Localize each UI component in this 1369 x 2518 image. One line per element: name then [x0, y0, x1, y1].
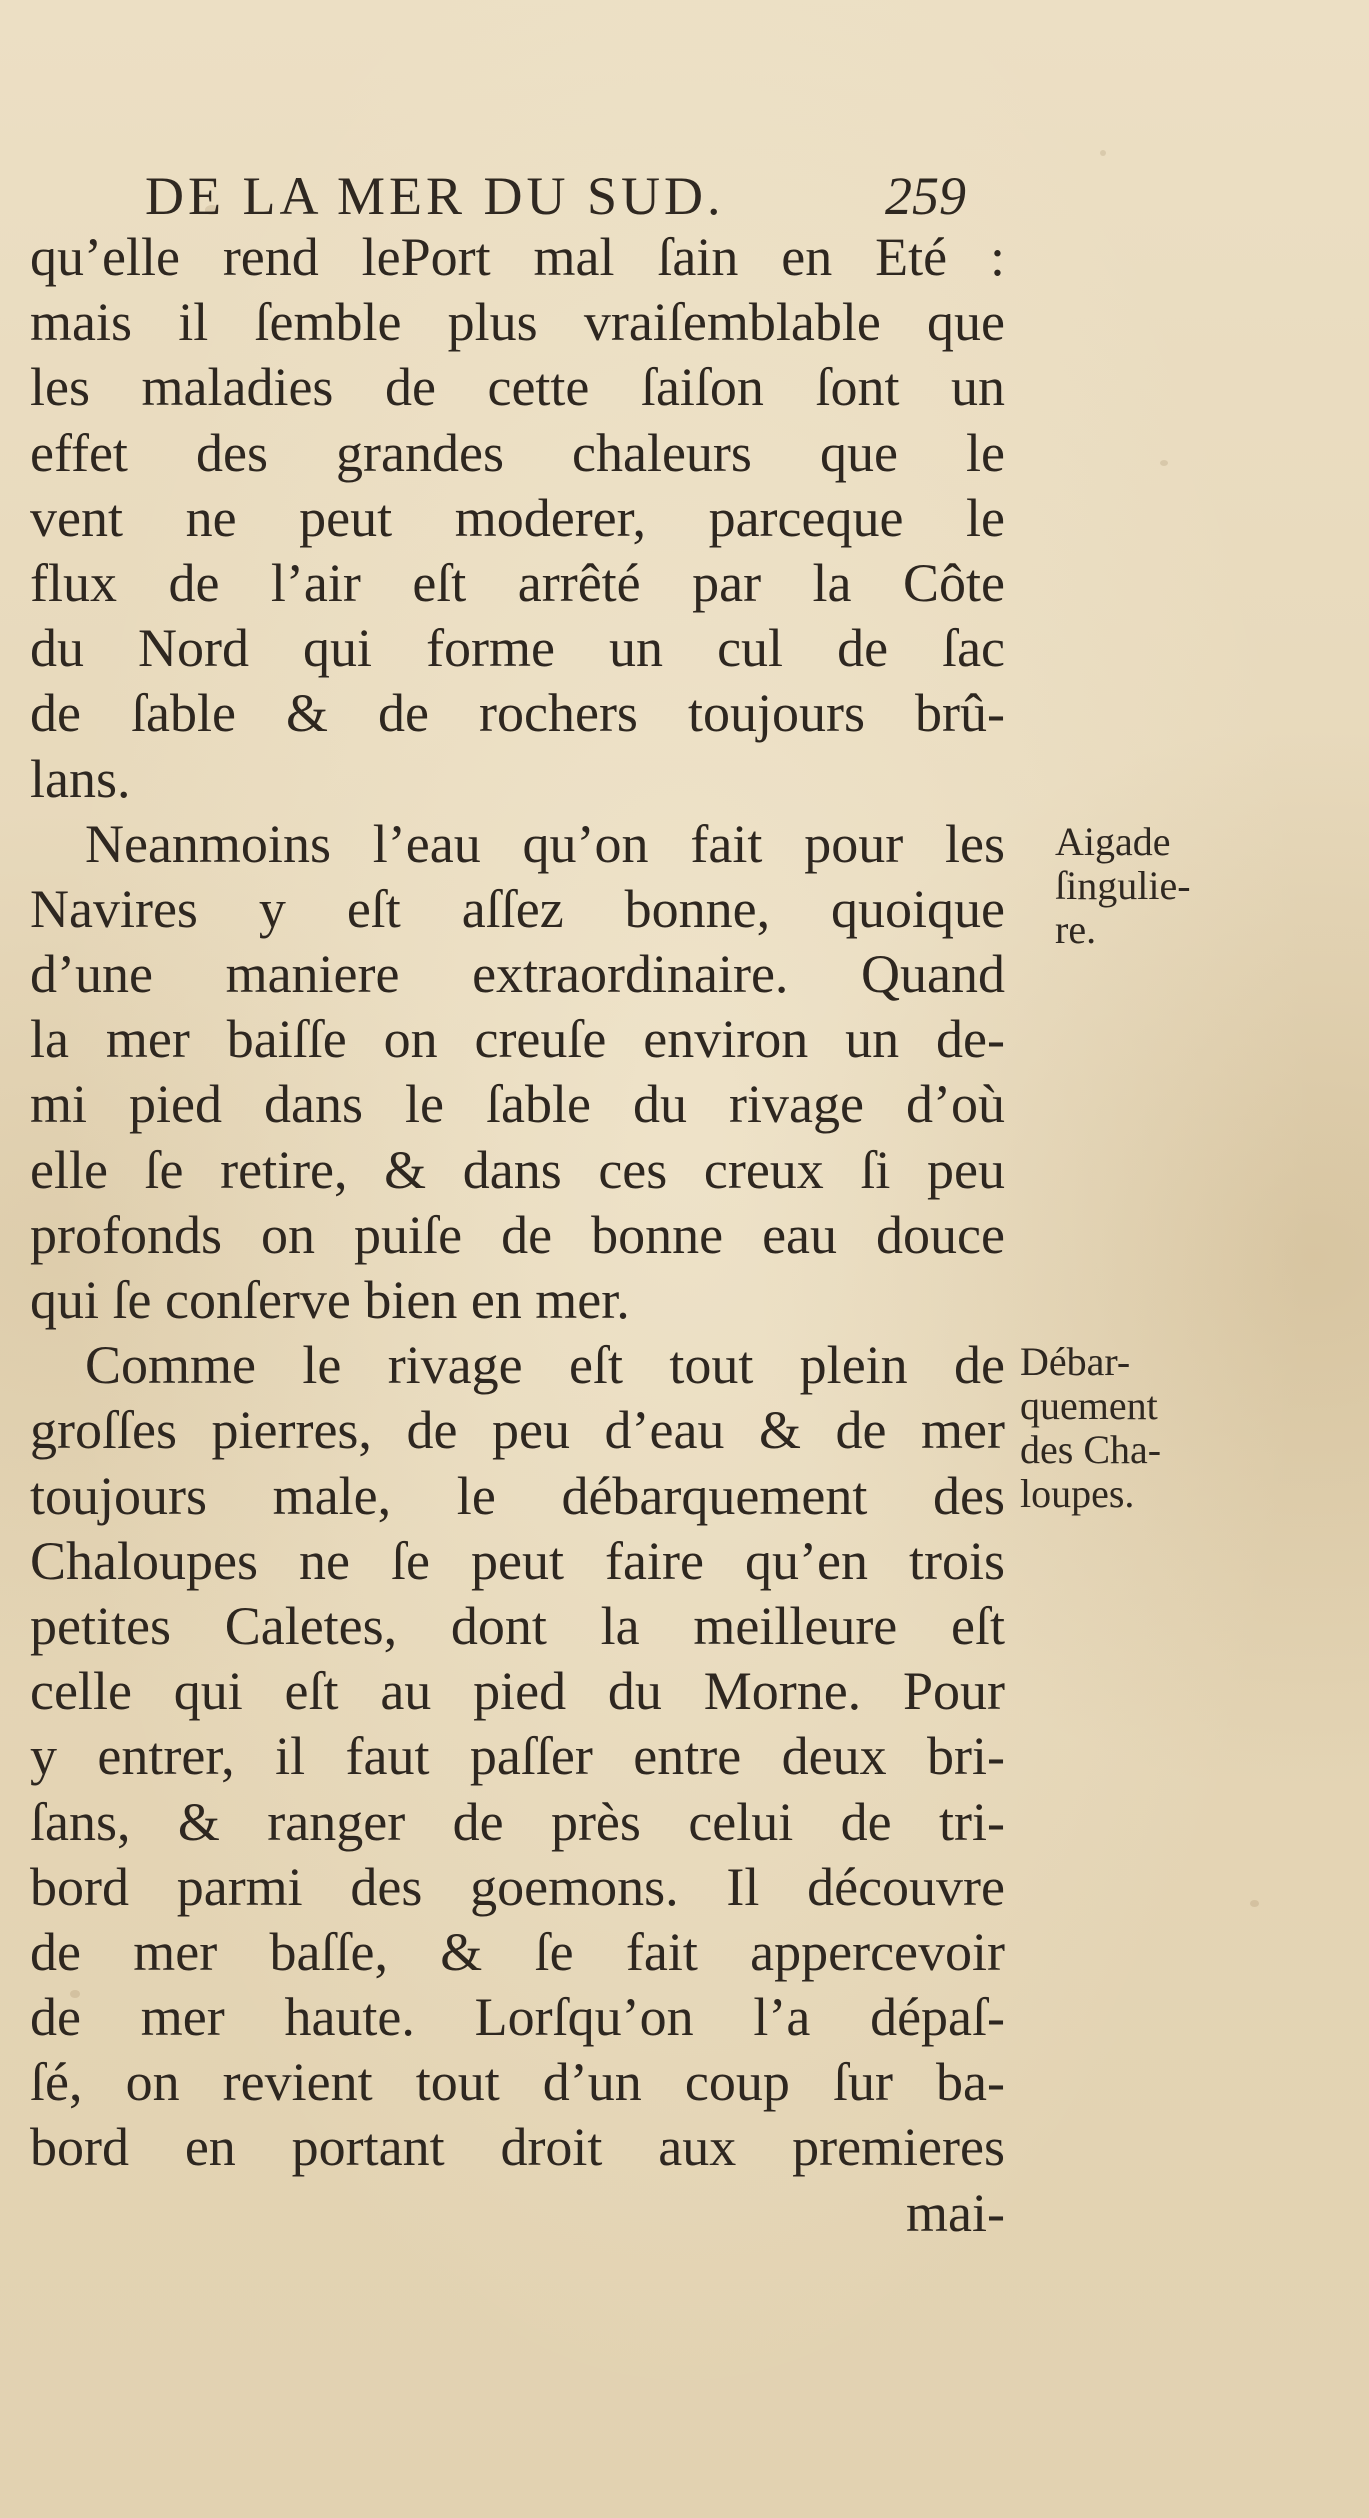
text-line: celle qui eſt au pied du Morne. Pour: [30, 1661, 1005, 1722]
margin-note-line: loupes.: [1020, 1471, 1135, 1516]
text-line: lans.: [30, 748, 131, 809]
text-line: bord en portant droit aux premieres: [30, 2117, 1005, 2178]
text-line: de mer baſſe, & ſe fait appercevoir: [30, 1921, 1005, 1982]
foxing-spot: [1250, 1900, 1259, 1907]
margin-note-line: re.: [1055, 907, 1097, 952]
text-line: vent ne peut moderer, parceque le: [30, 487, 1005, 548]
margin-note-line: ſingulie-: [1055, 863, 1191, 908]
margin-note-aigade: [1055, 820, 1191, 952]
margin-note-line: Aigade: [1055, 819, 1171, 864]
margin-note-debarquement: [1020, 1340, 1161, 1516]
text-line: ſé, on revient tout d’un coup ſur ba-: [30, 2052, 1005, 2113]
text-line: Comme le rivage eſt tout plein de: [85, 1335, 1005, 1396]
text-line: qu’elle rend lePort mal ſain en Eté :: [30, 227, 1005, 287]
foxing-spot: [1160, 460, 1168, 466]
margin-note-line: des Cha-: [1020, 1427, 1162, 1472]
catchword: mai-: [906, 2182, 1005, 2243]
text-line: petites Caletes, dont la meilleure eſt: [30, 1595, 1005, 1656]
text-line: Neanmoins l’eau qu’on fait pour les: [85, 813, 1005, 874]
text-line: y entrer, il faut paſſer entre deux bri-: [30, 1726, 1005, 1787]
text-line: qui ſe conſerve bien en mer.: [30, 1270, 630, 1330]
text-line: mais il ſemble plus vraiſemblable que: [30, 292, 1005, 353]
margin-note-line: quement: [1020, 1383, 1158, 1428]
text-line: du Nord qui forme un cul de ſac: [30, 618, 1005, 679]
text-line: toujours male, le débarquement des: [30, 1465, 1005, 1526]
text-line: ſans, & ranger de près celui de tri-: [30, 1791, 1005, 1852]
running-head-title: DE LA MER DU SUD.: [145, 166, 725, 226]
text-line: mi pied dans le ſable du rivage d’où: [30, 1074, 1005, 1135]
text-line: d’une maniere extraordinaire. Quand: [30, 944, 1005, 1005]
text-line: groſſes pierres, de peu d’eau & de mer: [30, 1400, 1005, 1461]
margin-note-line: Débar-: [1020, 1339, 1131, 1384]
text-line: effet des grandes chaleurs que le: [30, 422, 1005, 483]
text-line: flux de l’air eſt arrêté par la Côte: [30, 552, 1005, 613]
foxing-spot: [1100, 150, 1106, 156]
text-line: les maladies de cette ſaiſon ſont un: [30, 357, 1005, 418]
text-line: elle ſe retire, & dans ces creux ſi peu: [30, 1139, 1005, 1200]
text-line: de ſable & de rochers toujours brû-: [30, 683, 1005, 744]
text-line: Chaloupes ne ſe peut faire qu’en trois: [30, 1530, 1005, 1591]
text-line: bord parmi des goemons. Il découvre: [30, 1856, 1005, 1917]
text-line: profonds on puiſe de bonne eau douce: [30, 1204, 1005, 1265]
text-line: de mer haute. Lorſqu’on l’a dépaſ-: [30, 1987, 1005, 2048]
text-line: Navires y eſt aſſez bonne, quoique: [30, 878, 1005, 939]
text-line: la mer baiſſe on creuſe environ un de-: [30, 1009, 1005, 1070]
body-text: [30, 225, 1005, 2246]
page-number: 259: [885, 166, 966, 226]
